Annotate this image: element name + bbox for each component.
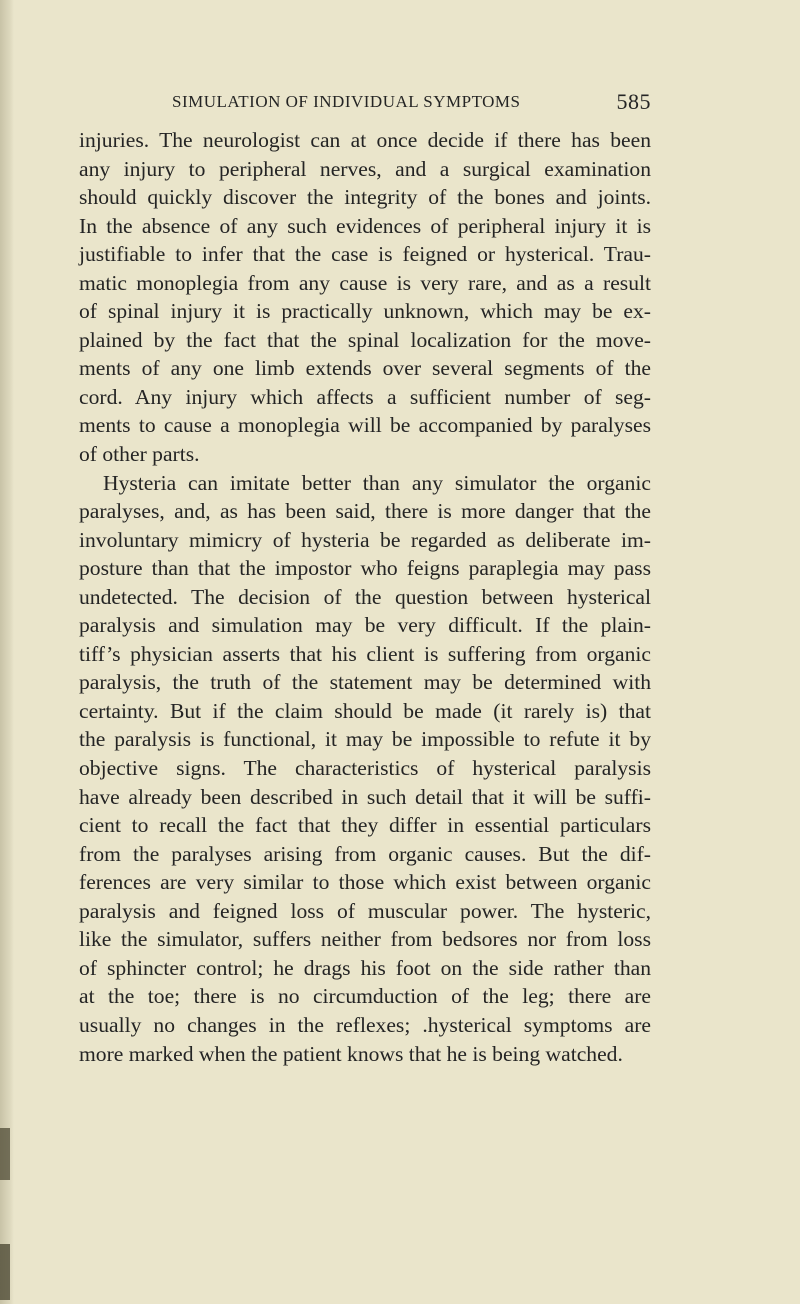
text-line: justifiable to infer that the case is feigned or hysterical. Trau-	[79, 242, 651, 267]
page-text-block	[79, 88, 651, 1068]
text-line: more marked when the patient knows that he is being watched.	[79, 1041, 623, 1066]
text-line: paralyses, and, as has been said, there is more danger that the	[79, 499, 651, 524]
text-line: of other parts.	[79, 442, 200, 467]
text-line: involuntary mimicry of hysteria be regarded as deliberate im-	[79, 527, 651, 552]
text-line: Hysteria can imitate better than any simulator the organic	[103, 470, 651, 495]
page-edge-mark	[0, 1244, 10, 1300]
text-line: usually no changes in the reflexes; .hysterical symptoms are	[79, 1012, 651, 1037]
text-line: ments of any one limb extends over several segments of the	[79, 356, 651, 381]
text-line: objective signs. The characteristics of hysterical paralysis	[79, 756, 651, 781]
text-line: should quickly discover the integrity of the bones and joints.	[79, 185, 651, 210]
running-title: SIMULATION OF INDIVIDUAL SYMPTOMS	[172, 92, 521, 111]
page-number: 585	[616, 89, 651, 114]
paragraph-2	[79, 469, 651, 1068]
paragraph-1	[79, 126, 651, 469]
text-line: In the absence of any such evidences of peripheral injury it is	[79, 213, 651, 238]
page-edge-shadow	[0, 0, 14, 1304]
text-line: paralysis and simulation may be very difficult. If the plain-	[79, 613, 651, 638]
text-line: ments to cause a monoplegia will be accompanied by paralyses	[79, 413, 651, 438]
text-line: matic monoplegia from any cause is very rare, and as a result	[79, 270, 651, 295]
text-line: cord. Any injury which affects a sufficient number of seg-	[79, 384, 651, 409]
page-edge-mark	[0, 1128, 10, 1180]
text-line: paralysis, the truth of the statement may be determined with	[79, 670, 651, 695]
text-line: of sphincter control; he drags his foot on the side rather than	[79, 955, 651, 980]
text-line: certainty. But if the claim should be made (it rarely is) that	[79, 698, 651, 723]
text-line: tiff’s physician asserts that his client is suffering from organic	[79, 641, 651, 666]
text-line: at the toe; there is no circumduction of the leg; there are	[79, 984, 651, 1009]
text-line: like the simulator, suffers neither from bedsores nor from loss	[79, 927, 651, 952]
running-header	[79, 88, 651, 126]
text-line: injuries. The neurologist can at once decide if there has been	[79, 128, 651, 152]
text-line: undetected. The decision of the question between hysterical	[79, 584, 651, 609]
text-line: ferences are very similar to those which exist between organic	[79, 870, 651, 895]
text-line: from the paralyses arising from organic causes. But the dif-	[79, 841, 651, 866]
text-line: have already been described in such detail that it will be suffi-	[79, 784, 651, 809]
text-line: of spinal injury it is practically unknown, which may be ex-	[79, 299, 651, 324]
text-line: cient to recall the fact that they differ in essential particulars	[79, 813, 651, 838]
text-line: any injury to peripheral nerves, and a surgical examination	[79, 156, 651, 181]
text-line: posture than that the impostor who feigns paraplegia may pass	[79, 556, 651, 581]
text-line: plained by the fact that the spinal localization for the move-	[79, 327, 651, 352]
text-line: paralysis and feigned loss of muscular power. The hysteric,	[79, 898, 651, 923]
text-line: the paralysis is functional, it may be impossible to refute it by	[79, 727, 651, 752]
